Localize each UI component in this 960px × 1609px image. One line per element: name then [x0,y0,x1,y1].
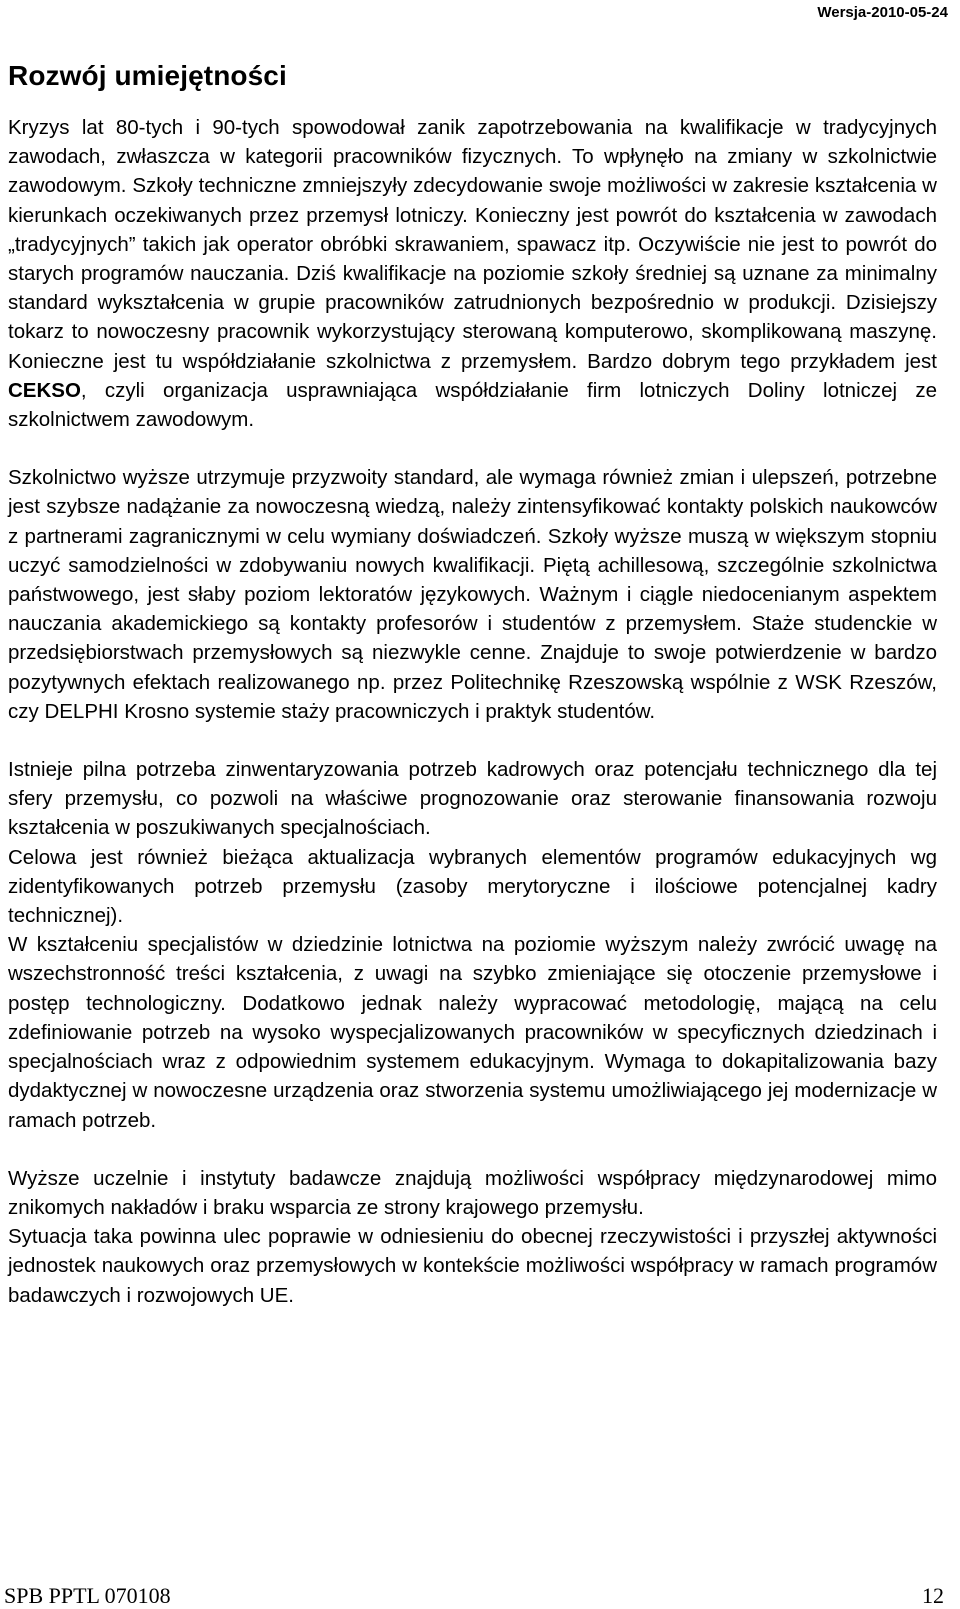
cekso-bold-text: CEKSO [8,378,81,402]
paragraph-1 [8,113,937,434]
paragraph-2: Szkolnictwo wyższe utrzymuje przyzwoity standard, ale wymaga również zmian i ulepszeń, potrzebne jest szybsze nadążanie za nowoczesną wiedzą, należy zintensyfikować kontakty polskich naukowców z partnerami zagranicznymi w celu wymiany doświadczeń. Szkoły wyższe muszą w większym stopniu uczyć samodzielności w zdobywaniu nowych kwalifikacji. Piętą achillesową, szczególnie szkolnictwa państwowego, jest słaby poziom lektoratów językowych. Ważnym i ciągle niedocenianym aspektem nauczania akademickiego są kontakty profesorów i studentów z przemysłem. Staże studenckie w przedsiębiorstwach przemysłowych są niezwykle cenne. Znajduje to swoje potwierdzenie w bardzo pozytywnych efektach realizowanego np. przez Politechnikę Rzeszowską wspólnie z WSK Rzeszów, czy DELPHI Krosno systemie staży pracowniczych i praktyk studentów. [8,466,937,723]
page-title: Rozwój umiejętności [8,60,287,91]
paragraph-7: Sytuacja taka powinna ulec poprawie w odniesieniu do obecnej rzeczywistości i przyszłej aktywności jednostek naukowych oraz przemysłowych w kontekście możliwości współpracy w ramach programów badawczych i rozwojowych UE. [8,1225,937,1307]
paragraph-3: Istnieje pilna potrzeba zinwentaryzowania potrzeb kadrowych oraz potencjału technicznego dla tej sfery przemysłu, co pozwoli na właściwe prognozowanie oraz sterowanie finansowania rozwoju kształcenia w poszukiwanych specjalnościach. [8,758,937,840]
paragraph-4: Celowa jest również bieżąca aktualizacja wybranych elementów programów edukacyjnych wg zidentyfikowanych potrzeb przemysłu (zasoby merytoryczne i ilościowe potencjalnej kadry technicznej). [8,845,937,928]
paragraph-1-text-b: , czyli organizacja usprawniająca współdziałanie firm lotniczych Doliny lotniczej ze szkolnictwem zawodowym. [8,378,937,432]
paragraph-spacer [8,1135,937,1164]
paragraph-1-text-a: Kryzys lat 80-tych i 90-tych spowodował zanik zapotrzebowania na kwalifikacje w tradycyjnych zawodach, zwłaszcza w kategorii pracowników fizycznych. To wpłynęło na zmiany w szkolnictwie zawodowym. Szkoły techniczne zmniejszyły zdecydowanie swoje możliwości w zakresie kształcenia w kierunkach oczekiwanych przez przemysł lotniczy. Konieczny jest powrót do kształcenia w zawodach „tradycyjnych” takich jak operator obróbki skrawaniem, spawacz itp. Oczywiście nie jest to powrót do starych programów nauczania. Dziś kwalifikacje na poziomie szkoły średniej są uznane za minimalny standard wykształcenia w grupie pracowników zatrudnionych bezpośrednio w produkcji. Dzisiejszy tokarz to nowoczesny pracownik wykorzystujący sterowaną komputerowo, skomplikowaną maszynę. Konieczne jest tu współdziałanie szkolnictwa z przemysłem. Bardzo dobrym tego przykładem jest [8,116,937,373]
document-body [8,113,937,1310]
footer-page-number: 12 [922,1583,944,1608]
version-label: Wersja-2010-05-24 [817,4,948,21]
paragraph-6: Wyższe uczelnie i instytuty badawcze znajdują możliwości współpracy międzynarodowej mimo znikomych nakładów i braku wsparcia ze strony krajowego przemysłu. [8,1166,937,1219]
paragraph-5: W kształceniu specjalistów w dziedzinie lotnictwa na poziomie wyższym należy zwrócić uwagę na wszechstronność treści kształcenia, z uwagi na szybko zmieniające się otoczenie przemysłowe i postęp technologiczny. Dodatkowo jednak należy wypracować metodologię, mającą na celu zdefiniowanie potrzeb na wysoko wyspecjalizowanych pracowników w specyficznych dziedzinach i specjalnościach wraz z odpowiednim systemem edukacyjnym. Wymaga to dokapitalizowania bazy dydaktycznej w nowoczesne urządzenia oraz stworzenia systemu umożliwiającego jej modernizacje w ramach potrzeb. [8,933,937,1132]
paragraph-spacer [8,726,937,755]
paragraph-spacer [8,434,937,463]
footer-doc-id: SPB PPTL 070108 [4,1583,171,1608]
